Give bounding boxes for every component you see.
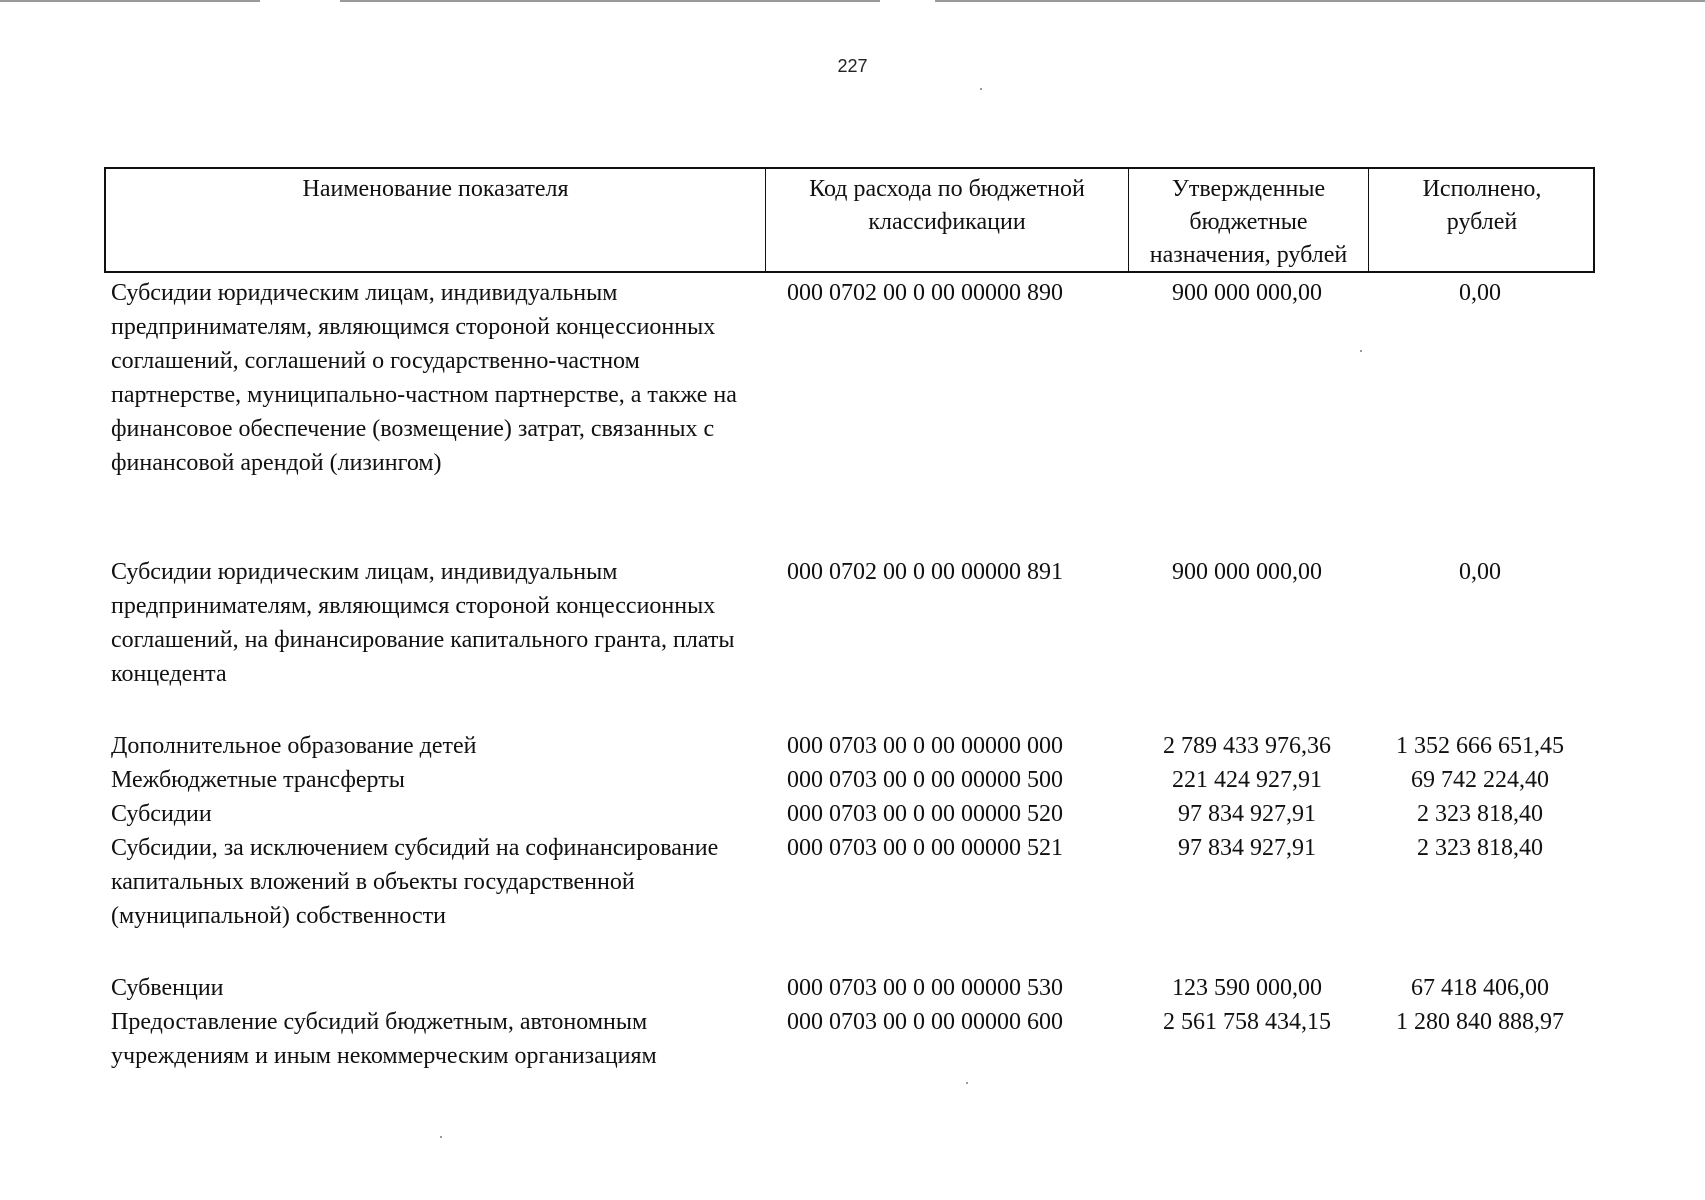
row-approved: 97 834 927,91 xyxy=(1178,801,1316,827)
scan-speck xyxy=(440,1136,442,1138)
row-executed: 0,00 xyxy=(1459,280,1501,306)
row-name: Предоставление субсидий бюджетным, автономным учреждениям и иным некоммерческим организациям xyxy=(111,1009,657,1069)
scan-edge-line xyxy=(935,0,1705,2)
page-number: 227 xyxy=(837,56,868,76)
row-code: 000 0703 00 0 00 00000 530 xyxy=(787,975,1063,1001)
row-executed: 67 418 406,00 xyxy=(1411,975,1549,1001)
row-name: Субсидии, за исключением субсидий на софинансирование капитальных вложений в объекты государственной (муниципальной) собственности xyxy=(111,835,719,929)
row-code: 000 0703 00 0 00 00000 500 xyxy=(787,767,1063,793)
scan-speck xyxy=(966,1082,968,1084)
row-approved: 900 000 000,00 xyxy=(1172,280,1322,306)
row-name: Субсидии юридическим лицам, индивидуальным предпринимателям, являющимся стороной концессионных соглашений, соглашений о государственно-частном партнерстве, муниципально-частном партнерстве, а также на финансовое обеспечение (возмещение) затрат, связанных с финансовой арендой (лизингом) xyxy=(111,280,737,476)
row-executed: 2 323 818,40 xyxy=(1417,801,1543,827)
row-code: 000 0702 00 0 00 00000 891 xyxy=(787,559,1063,585)
scan-speck xyxy=(980,88,982,90)
header-code: Код расхода по бюджетной классификации xyxy=(765,169,1128,271)
row-approved: 221 424 927,91 xyxy=(1172,767,1322,793)
row-code: 000 0703 00 0 00 00000 600 xyxy=(787,1009,1063,1035)
scan-speck xyxy=(1360,350,1362,352)
row-approved: 123 590 000,00 xyxy=(1172,975,1322,1001)
row-approved: 2 789 433 976,36 xyxy=(1163,733,1331,759)
table-header xyxy=(104,167,1595,273)
row-name: Дополнительное образование детей xyxy=(111,733,477,759)
row-name: Субсидии xyxy=(111,801,212,827)
row-name: Субвенции xyxy=(111,975,224,1001)
row-executed: 2 323 818,40 xyxy=(1417,835,1543,861)
row-code: 000 0703 00 0 00 00000 521 xyxy=(787,835,1063,861)
row-code: 000 0702 00 0 00 00000 890 xyxy=(787,280,1063,306)
row-name: Межбюджетные трансферты xyxy=(111,767,405,793)
row-approved: 2 561 758 434,15 xyxy=(1163,1009,1331,1035)
header-executed: Исполнено, рублей xyxy=(1368,169,1595,271)
row-executed: 1 352 666 651,45 xyxy=(1396,733,1564,759)
scan-edge-line xyxy=(0,0,260,2)
row-executed: 1 280 840 888,97 xyxy=(1396,1009,1564,1035)
row-code: 000 0703 00 0 00 00000 520 xyxy=(787,801,1063,827)
row-executed: 0,00 xyxy=(1459,559,1501,585)
row-approved: 97 834 927,91 xyxy=(1178,835,1316,861)
header-approved: Утвержденные бюджетные назначения, рублей xyxy=(1128,169,1368,271)
row-name: Субсидии юридическим лицам, индивидуальным предпринимателям, являющимся стороной концессионных соглашений, на финансирование капитального гранта, платы концедента xyxy=(111,559,735,687)
row-code: 000 0703 00 0 00 00000 000 xyxy=(787,733,1063,759)
scan-edge-line xyxy=(340,0,880,2)
header-name: Наименование показателя xyxy=(302,176,569,202)
row-executed: 69 742 224,40 xyxy=(1411,767,1549,793)
row-approved: 900 000 000,00 xyxy=(1172,559,1322,585)
